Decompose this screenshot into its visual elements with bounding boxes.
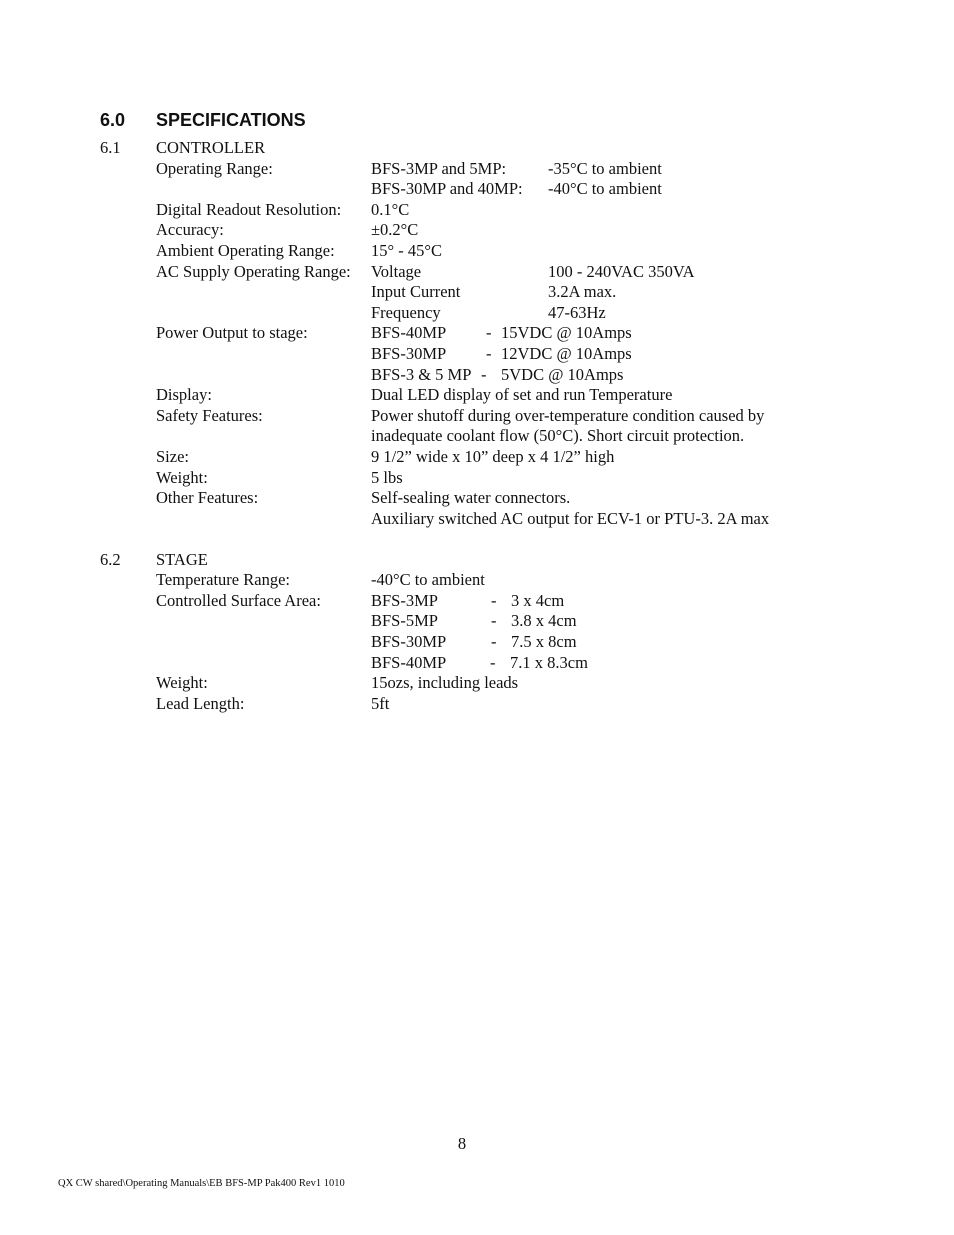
temperature-range-row: [0, 570, 954, 591]
spec-dash: -: [481, 364, 487, 384]
spec-label: Other Features:: [156, 488, 259, 508]
spec-value: 0.1°C: [371, 199, 410, 219]
spec-value: 5VDC @ 10Amps: [501, 364, 624, 384]
spec-value: Power shutoff during over-temperature condition caused by: [371, 405, 765, 425]
spec-dash: -: [491, 611, 497, 631]
subsection-title: STAGE: [156, 549, 208, 569]
spec-name: Voltage: [371, 261, 422, 281]
spec-model: BFS-5MP: [371, 611, 438, 631]
spec-dash: -: [486, 344, 492, 363]
lead-length-row: [0, 694, 954, 715]
spec-label: Size:: [156, 447, 189, 466]
spec-value: 100 - 240VAC 350VA: [548, 261, 695, 281]
spec-name: Input Current: [371, 282, 461, 302]
spec-label: Safety Features:: [156, 405, 263, 425]
surface-area-row: [0, 611, 954, 632]
spec-value: 5ft: [371, 693, 390, 713]
ac-supply-row: [0, 262, 954, 283]
spec-value: -35°C to ambient: [548, 158, 662, 178]
spec-value: 5 lbs: [371, 467, 403, 487]
spec-value: 7.1 x 8.3cm: [510, 652, 588, 672]
spec-dash: -: [491, 590, 497, 610]
spec-dash: -: [490, 652, 496, 672]
spec-label: Digital Readout Resolution:: [156, 199, 342, 219]
spec-value: 12VDC @ 10Amps: [501, 344, 632, 363]
spec-value: 15VDC @ 10Amps: [501, 323, 632, 343]
ac-supply-row: [0, 303, 954, 324]
spec-value: ±0.2°C: [371, 220, 419, 240]
stage-weight-row: [0, 673, 954, 694]
spec-model: BFS-30MP: [371, 631, 447, 651]
spec-value: 9 1/2” wide x 10” deep x 4 1/2” high: [371, 447, 615, 466]
size-row: [0, 447, 954, 468]
spec-value: -40°C to ambient: [371, 570, 485, 590]
spec-model: BFS-30MP and 40MP:: [371, 179, 523, 199]
spec-label: Lead Length:: [156, 693, 245, 713]
spec-value: 47-63Hz: [548, 302, 606, 322]
spec-model: BFS-3 & 5 MP: [371, 364, 472, 384]
spec-model: BFS-40MP: [371, 652, 447, 672]
spec-label: Weight:: [156, 673, 208, 693]
spec-value: 3.8 x 4cm: [511, 611, 577, 631]
safety-row: [0, 406, 954, 427]
spec-label: Ambient Operating Range:: [156, 241, 335, 260]
section-title: SPECIFICATIONS: [156, 110, 306, 130]
power-output-row: [0, 365, 954, 386]
controller-heading-row: [0, 138, 954, 159]
spec-value: Self-sealing water connectors.: [371, 488, 571, 508]
spec-value: -40°C to ambient: [548, 179, 662, 199]
subsection-number: 6.1: [100, 138, 121, 157]
accuracy-row: [0, 220, 954, 241]
other-features-row: [0, 488, 954, 509]
display-row: [0, 385, 954, 406]
footer-path: QX CW shared\Operating Manuals\EB BFS-MP Pak400 Rev1 1010: [58, 1178, 345, 1189]
spec-model: BFS-40MP: [371, 323, 447, 343]
surface-area-row: [0, 632, 954, 653]
spec-value: 7.5 x 8cm: [511, 631, 577, 651]
ambient-range-row: [0, 241, 954, 262]
stage-heading-row: [0, 550, 954, 571]
surface-area-row: [0, 591, 954, 612]
section-number: 6.0: [100, 110, 126, 130]
spec-dash: -: [491, 631, 497, 651]
spec-value: 3 x 4cm: [511, 590, 565, 610]
spec-value: inadequate coolant flow (50°C). Short circuit protection.: [371, 426, 745, 446]
spec-label: Weight:: [156, 467, 208, 487]
spec-dash: -: [486, 323, 492, 343]
page-number: 8: [457, 1134, 467, 1153]
spec-label: Power Output to stage:: [156, 323, 308, 343]
spec-label: Display:: [156, 385, 212, 405]
spec-value: 15° - 45°C: [371, 241, 442, 260]
weight-row: [0, 468, 954, 489]
spec-value: 3.2A max.: [548, 282, 617, 302]
spec-label: Accuracy:: [156, 220, 224, 240]
power-output-row: [0, 344, 954, 365]
other-features-row: [0, 509, 954, 530]
spec-model: BFS-3MP: [371, 590, 438, 610]
spec-value: Dual LED display of set and run Temperature: [371, 385, 673, 405]
subsection-title: CONTROLLER: [156, 138, 266, 157]
readout-resolution-row: [0, 200, 954, 221]
surface-area-row: [0, 653, 954, 674]
operating-range-row: [0, 179, 954, 200]
spec-label: Temperature Range:: [156, 570, 290, 590]
spec-model: BFS-3MP and 5MP:: [371, 158, 507, 178]
safety-row: [0, 426, 954, 447]
operating-range-row: [0, 159, 954, 180]
ac-supply-row: [0, 282, 954, 303]
power-output-row: [0, 323, 954, 344]
spec-value: 15ozs, including leads: [371, 673, 519, 693]
spec-name: Frequency: [371, 302, 441, 322]
spec-value: Auxiliary switched AC output for ECV-1 or PTU-3. 2A max: [371, 508, 770, 528]
spec-label: Controlled Surface Area:: [156, 590, 321, 610]
subsection-number: 6.2: [100, 549, 121, 569]
spec-label: Operating Range:: [156, 158, 273, 178]
spec-model: BFS-30MP: [371, 344, 447, 363]
spec-label: AC Supply Operating Range:: [156, 261, 351, 281]
